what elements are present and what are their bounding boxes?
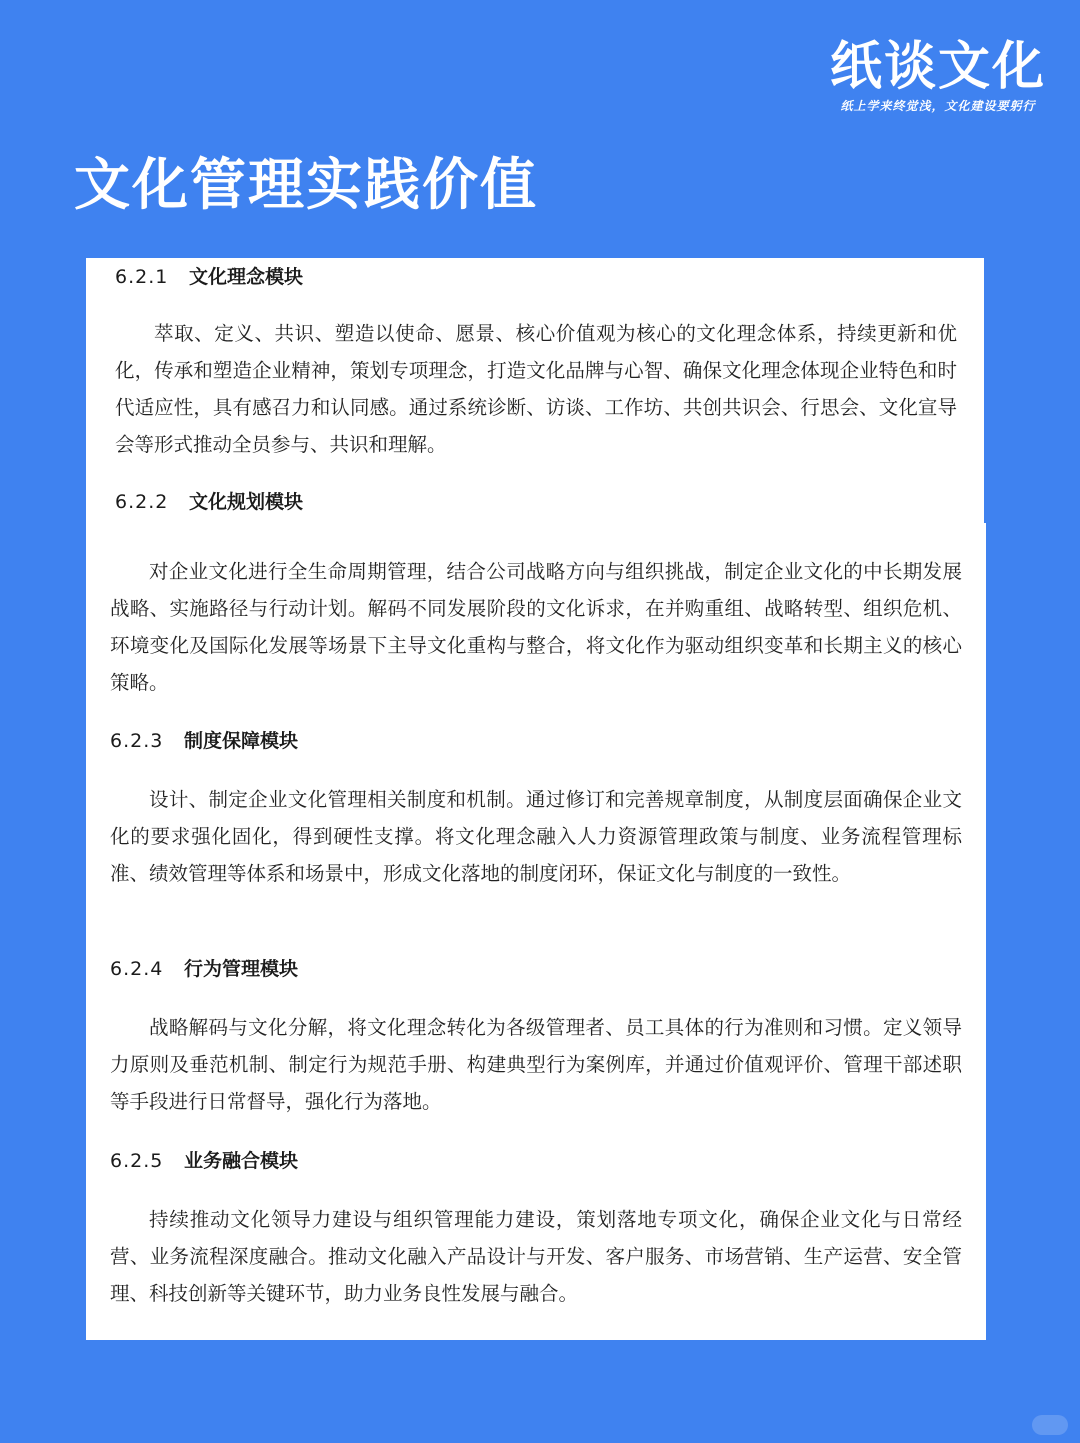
section-title: 制度保障模块 (184, 730, 299, 752)
section-number: 6.2.3 (110, 730, 164, 752)
section-cultural-concept (115, 259, 957, 463)
section-body: 战略解码与文化分解，将文化理念转化为各级管理者、员工具体的行为准则和习惯。定义领导力原则及垂范机制、制定行为规范手册、构建典型行为案例库，并通过价值观评价、管理干部述职等手段进行日常督导，强化行为落地。 (110, 1016, 962, 1113)
section-heading (110, 951, 962, 987)
section-body: 设计、制定企业文化管理相关制度和机制。通过修订和完善规章制度，从制度层面确保企业文化的要求强化固化，得到硬性支撑。将文化理念融入人力资源管理政策与制度、业务流程管理标准、绩效管理等体系和场景中，形成文化落地的制度闭环，保证文化与制度的一致性。 (110, 788, 962, 885)
section-heading (110, 1143, 962, 1179)
section-number: 6.2.4 (110, 958, 164, 980)
section-number: 6.2.2 (115, 491, 169, 513)
section-cultural-planning (115, 484, 957, 520)
section-institutional-guarantee (110, 723, 962, 892)
section-body: 持续推动文化领导力建设与组织管理能力建设，策划落地专项文化，确保企业文化与日常经营、业务流程深度融合。推动文化融入产品设计与开发、客户服务、市场营销、生产运营、安全管理、科技创新等关键环节，助力业务良性发展与融合。 (110, 1208, 962, 1305)
watermark-badge (1032, 1415, 1068, 1435)
section-body: 萃取、定义、共识、塑造以使命、愿景、核心价值观为核心的文化理念体系，持续更新和优化，传承和塑造企业精神，策划专项理念，打造文化品牌与心智、确保文化理念体现企业特色和时代适应性，具有感召力和认同感。通过系统诊断、访谈、工作坊、共创共识会、行思会、文化宣导会等形式推动全员参与、共识和理解。 (115, 322, 957, 456)
section-behavior-management (110, 951, 962, 1120)
section-title: 文化规划模块 (189, 491, 304, 513)
section-heading (115, 259, 957, 295)
section-title: 文化理念模块 (189, 266, 304, 288)
section-title: 行为管理模块 (184, 958, 299, 980)
section-body: 对企业文化进行全生命周期管理，结合公司战略方向与组织挑战，制定企业文化的中长期发展战略、实施路径与行动计划。解码不同发展阶段的文化诉求，在并购重组、战略转型、组织危机、环境变化及国际化发展等场景下主导文化重构与整合，将文化作为驱动组织变革和长期主义的核心策略。 (110, 560, 962, 694)
brand-slogan: 纸上学来终觉浅，文化建设要躬行 (840, 99, 1036, 113)
section-number: 6.2.1 (115, 266, 169, 288)
section-heading (115, 484, 957, 520)
section-heading (110, 723, 962, 759)
section-business-integration (110, 1143, 962, 1312)
section-number: 6.2.5 (110, 1150, 164, 1172)
page-title: 文化管理实践价值 (74, 153, 538, 218)
section-title: 业务融合模块 (184, 1150, 299, 1172)
brand-name: 纸谈文化 (829, 37, 1046, 97)
brand-logo (828, 38, 1048, 114)
